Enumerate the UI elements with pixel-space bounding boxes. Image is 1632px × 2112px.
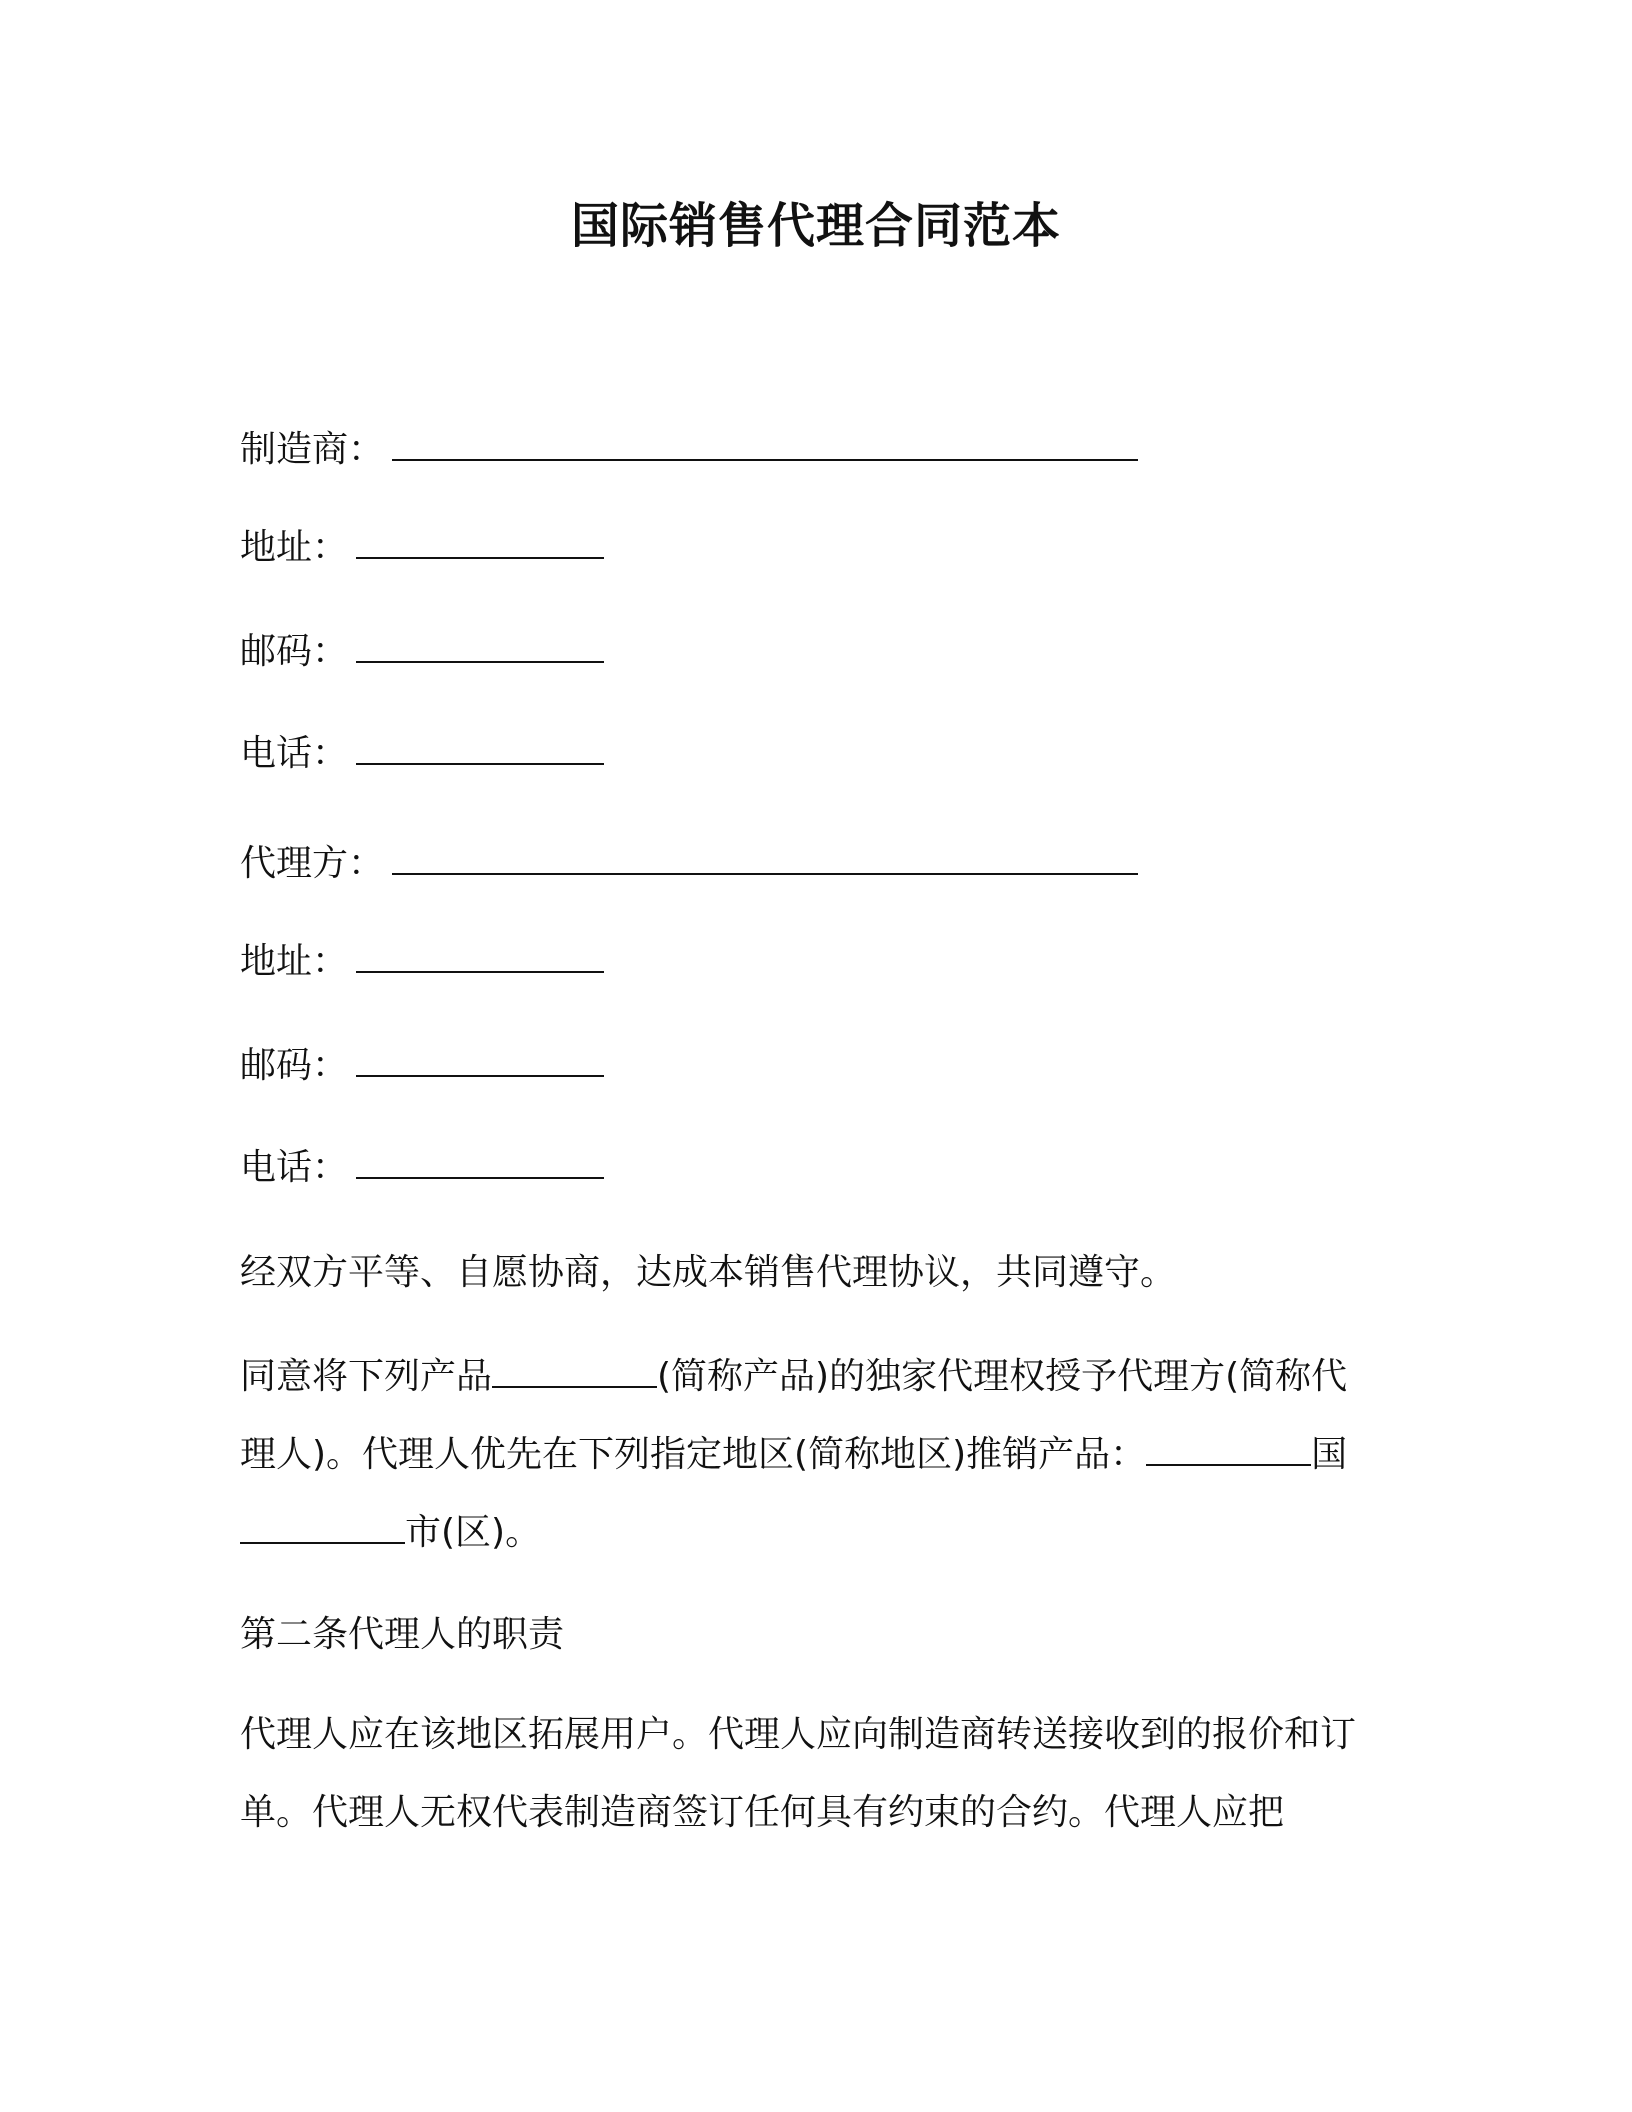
agent-address-label: 地址： <box>240 941 349 982</box>
agreement-intro: 经双方平等、自愿协商，达成本销售代理协议，共同遵守。 <box>240 1252 1177 1293</box>
manufacturer-phone-field <box>240 730 604 778</box>
manufacturer-field <box>240 426 1138 474</box>
clause-1-text-d: 市(区)。 <box>405 1512 542 1553</box>
manufacturer-postcode-label: 邮码： <box>240 631 349 672</box>
agent-phone-field <box>240 1144 604 1192</box>
agent-field <box>240 840 1138 888</box>
manufacturer-address-label: 地址： <box>240 527 349 568</box>
product-blank[interactable] <box>492 1356 657 1388</box>
agent-phone-blank[interactable] <box>356 1147 604 1179</box>
manufacturer-address-blank[interactable] <box>356 527 604 559</box>
manufacturer-blank[interactable] <box>392 429 1138 461</box>
country-blank[interactable] <box>1146 1434 1311 1466</box>
clause-1-text-a: 同意将下列产品 <box>240 1356 493 1397</box>
clause-1-text-b: (简称产品)的独家代理权授予代理方(简称代理人)。代理人优先在下列指定地区(简称地区)推销产品： <box>240 1356 1348 1475</box>
agent-postcode-blank[interactable] <box>356 1045 604 1077</box>
manufacturer-label: 制造商： <box>240 429 385 470</box>
manufacturer-postcode-field <box>240 628 604 676</box>
manufacturer-phone-label: 电话： <box>240 733 349 774</box>
clause-1-text-c: 国 <box>1311 1434 1348 1475</box>
agent-label: 代理方： <box>240 843 385 884</box>
city-blank[interactable] <box>240 1512 405 1544</box>
agent-phone-label: 电话： <box>240 1147 349 1188</box>
manufacturer-postcode-blank[interactable] <box>356 631 604 663</box>
document-title: 国际销售代理合同范本 <box>570 198 1061 254</box>
manufacturer-phone-blank[interactable] <box>356 733 604 765</box>
agent-address-field <box>240 938 604 986</box>
clause-2-heading: 第二条代理人的职责 <box>240 1614 565 1655</box>
clause-1-paragraph <box>240 1338 1380 1572</box>
manufacturer-address-field <box>240 524 604 572</box>
agent-blank[interactable] <box>392 843 1138 875</box>
agent-address-blank[interactable] <box>356 941 604 973</box>
clause-2-body: 代理人应在该地区拓展用户。代理人应向制造商转送接收到的报价和订单。代理人无权代表制造商签订任何具有约束的合约。代理人应把 <box>240 1714 1357 1833</box>
agent-postcode-label: 邮码： <box>240 1045 349 1086</box>
agent-postcode-field <box>240 1042 604 1090</box>
